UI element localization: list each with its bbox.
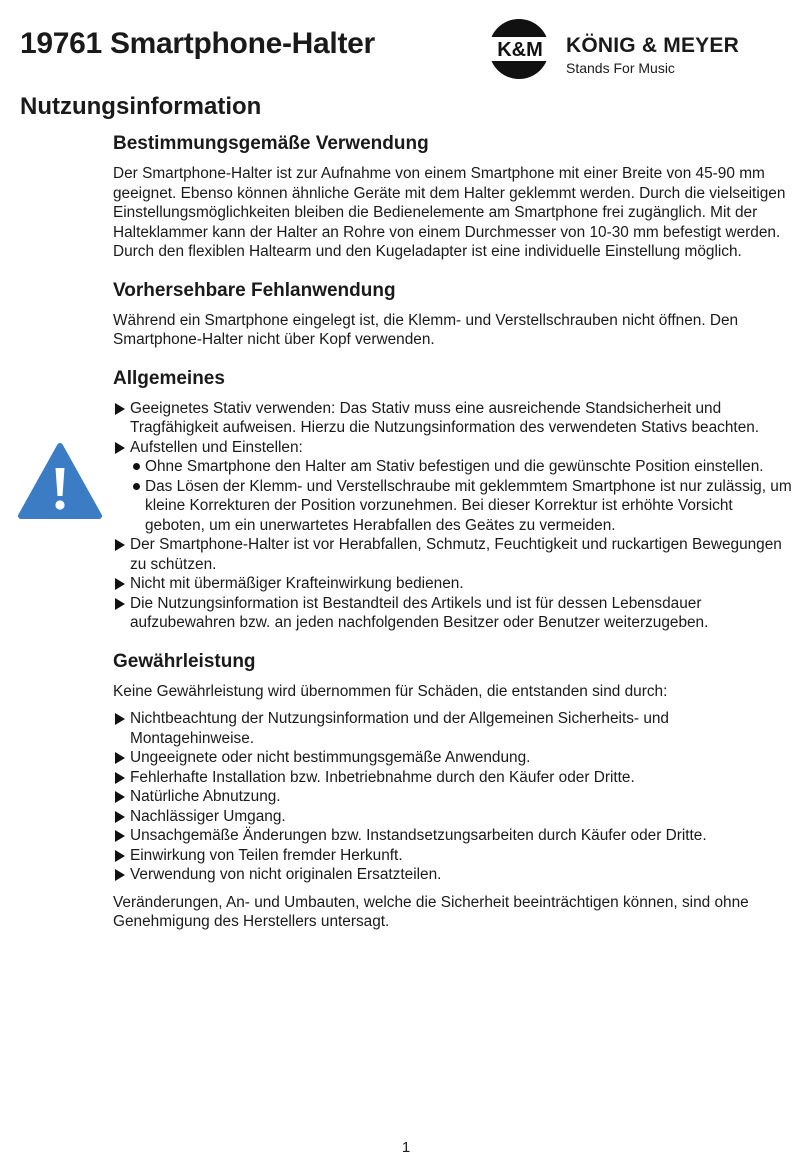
list-item: Ungeeignete oder nicht bestimmungsgemäße Anwendung.: [113, 748, 793, 768]
warranty-closing: Veränderungen, An- und Umbauten, welche die Sicherheit beeinträchtigen können, sind ohne Genehmigung des Herstellers untersagt.: [113, 893, 749, 930]
list-item-text: Die Nutzungsinformation ist Bestandteil des Artikels und ist für dessen Lebensdauer aufzubewahren bzw. an jeden nachfolgenden Besitzer oder Benutzer weiterzugeben.: [130, 594, 709, 631]
sub-list-item: Das Lösen der Klemm- und Verstellschraube mit geklemmtem Smartphone ist nur zulässig, um kleine Korrekturen der Position vorzunehmen. Bei dieser Korrektur ist erhöhte Vorsicht geboten, um ein unerwartetes Herabfallen des Geätes zu vermeiden.: [130, 477, 793, 536]
section-heading: Vorhersehbare Fehlanwendung: [113, 279, 396, 301]
list-item: [113, 535, 793, 574]
km-logo-mark-icon: [480, 18, 560, 80]
general-list: [113, 399, 793, 633]
list-item: Nichtbeachtung der Nutzungsinformation und der Allgemeinen Sicherheits- und Montagehinweise.: [113, 709, 793, 748]
section-misuse: [113, 277, 793, 350]
list-item: Einwirkung von Teilen fremder Herkunft.: [113, 846, 793, 866]
list-item: [113, 594, 793, 633]
main-content: [113, 130, 793, 947]
section-general: [113, 365, 793, 633]
section-paragraph: Während ein Smartphone eingelegt ist, die Klemm- und Verstellschrauben nicht öffnen. Den Smartphone-Halter nicht über Kopf verwenden.: [113, 311, 739, 348]
section-paragraph: Der Smartphone-Halter ist zur Aufnahme von einem Smartphone mit einer Breite von 45-90 mm geeignet. Ebenso können ähnliche Geräte mit dem Halter geklemmt werden. Durch die vielseitigen Einstellungsmöglichkeiten bleiben die Bedienelemente am Smartphone frei zugänglich. Mit der Halteklammer kann der Halter an Rohre von einem Durchmesser von 10-30 mm befestigt werden. Durch den flexiblen Haltearm und den Kugeladapter ist eine individuelle Einstellung möglich.: [113, 165, 786, 260]
section-intended-use: [113, 130, 793, 262]
list-item-text: Aufstellen und Einstellen:: [130, 438, 303, 456]
sub-list: [130, 457, 793, 535]
section-warranty: [113, 648, 793, 932]
list-item: Verwendung von nicht originalen Ersatzteilen.: [113, 865, 793, 885]
section-heading: Allgemeines: [113, 367, 225, 389]
document-subtitle: Nutzungsinformation: [20, 93, 262, 120]
list-item-text: Geeignetes Stativ verwenden: Das Stativ muss eine ausreichende Standsicherheit und Tragfähigkeit aufweisen. Hierzu die Nutzungsinformation des verwendeten Stativs beachten.: [130, 399, 760, 436]
brand-logo: [480, 18, 800, 80]
logo-mark-text: K&M: [497, 39, 543, 61]
list-item: Nachlässiger Umgang.: [113, 807, 793, 827]
list-item: Fehlerhafte Installation bzw. Inbetriebnahme durch den Käufer oder Dritte.: [113, 768, 793, 788]
list-item: [113, 438, 793, 536]
section-heading: Bestimmungsgemäße Verwendung: [113, 133, 429, 154]
list-item: Unsachgemäße Änderungen bzw. Instandsetzungsarbeiten durch Käufer oder Dritte.: [113, 826, 793, 846]
list-item: Natürliche Abnutzung.: [113, 787, 793, 807]
list-item-text: Der Smartphone-Halter ist vor Herabfallen, Schmutz, Feuchtigkeit und ruckartigen Bewegungen zu schützen.: [130, 536, 782, 573]
logo-brand-name: KÖNIG & MEYER: [566, 34, 739, 57]
warranty-intro: Keine Gewährleistung wird übernommen für Schäden, die entstanden sind durch:: [113, 682, 668, 700]
page-number: 1: [401, 1139, 411, 1156]
list-item: [113, 574, 793, 594]
sub-list-item: Ohne Smartphone den Halter am Stativ befestigen und die gewünschte Position einstellen.: [130, 457, 793, 477]
document-title: 19761 Smartphone-Halter: [20, 27, 375, 60]
section-heading: Gewährleistung: [113, 650, 256, 672]
warranty-list: [113, 709, 793, 885]
list-item: [113, 399, 793, 438]
warning-triangle-icon: [18, 442, 102, 520]
logo-tagline: Stands For Music: [566, 60, 675, 76]
list-item-text: Nicht mit übermäßiger Krafteinwirkung bedienen.: [130, 575, 464, 592]
